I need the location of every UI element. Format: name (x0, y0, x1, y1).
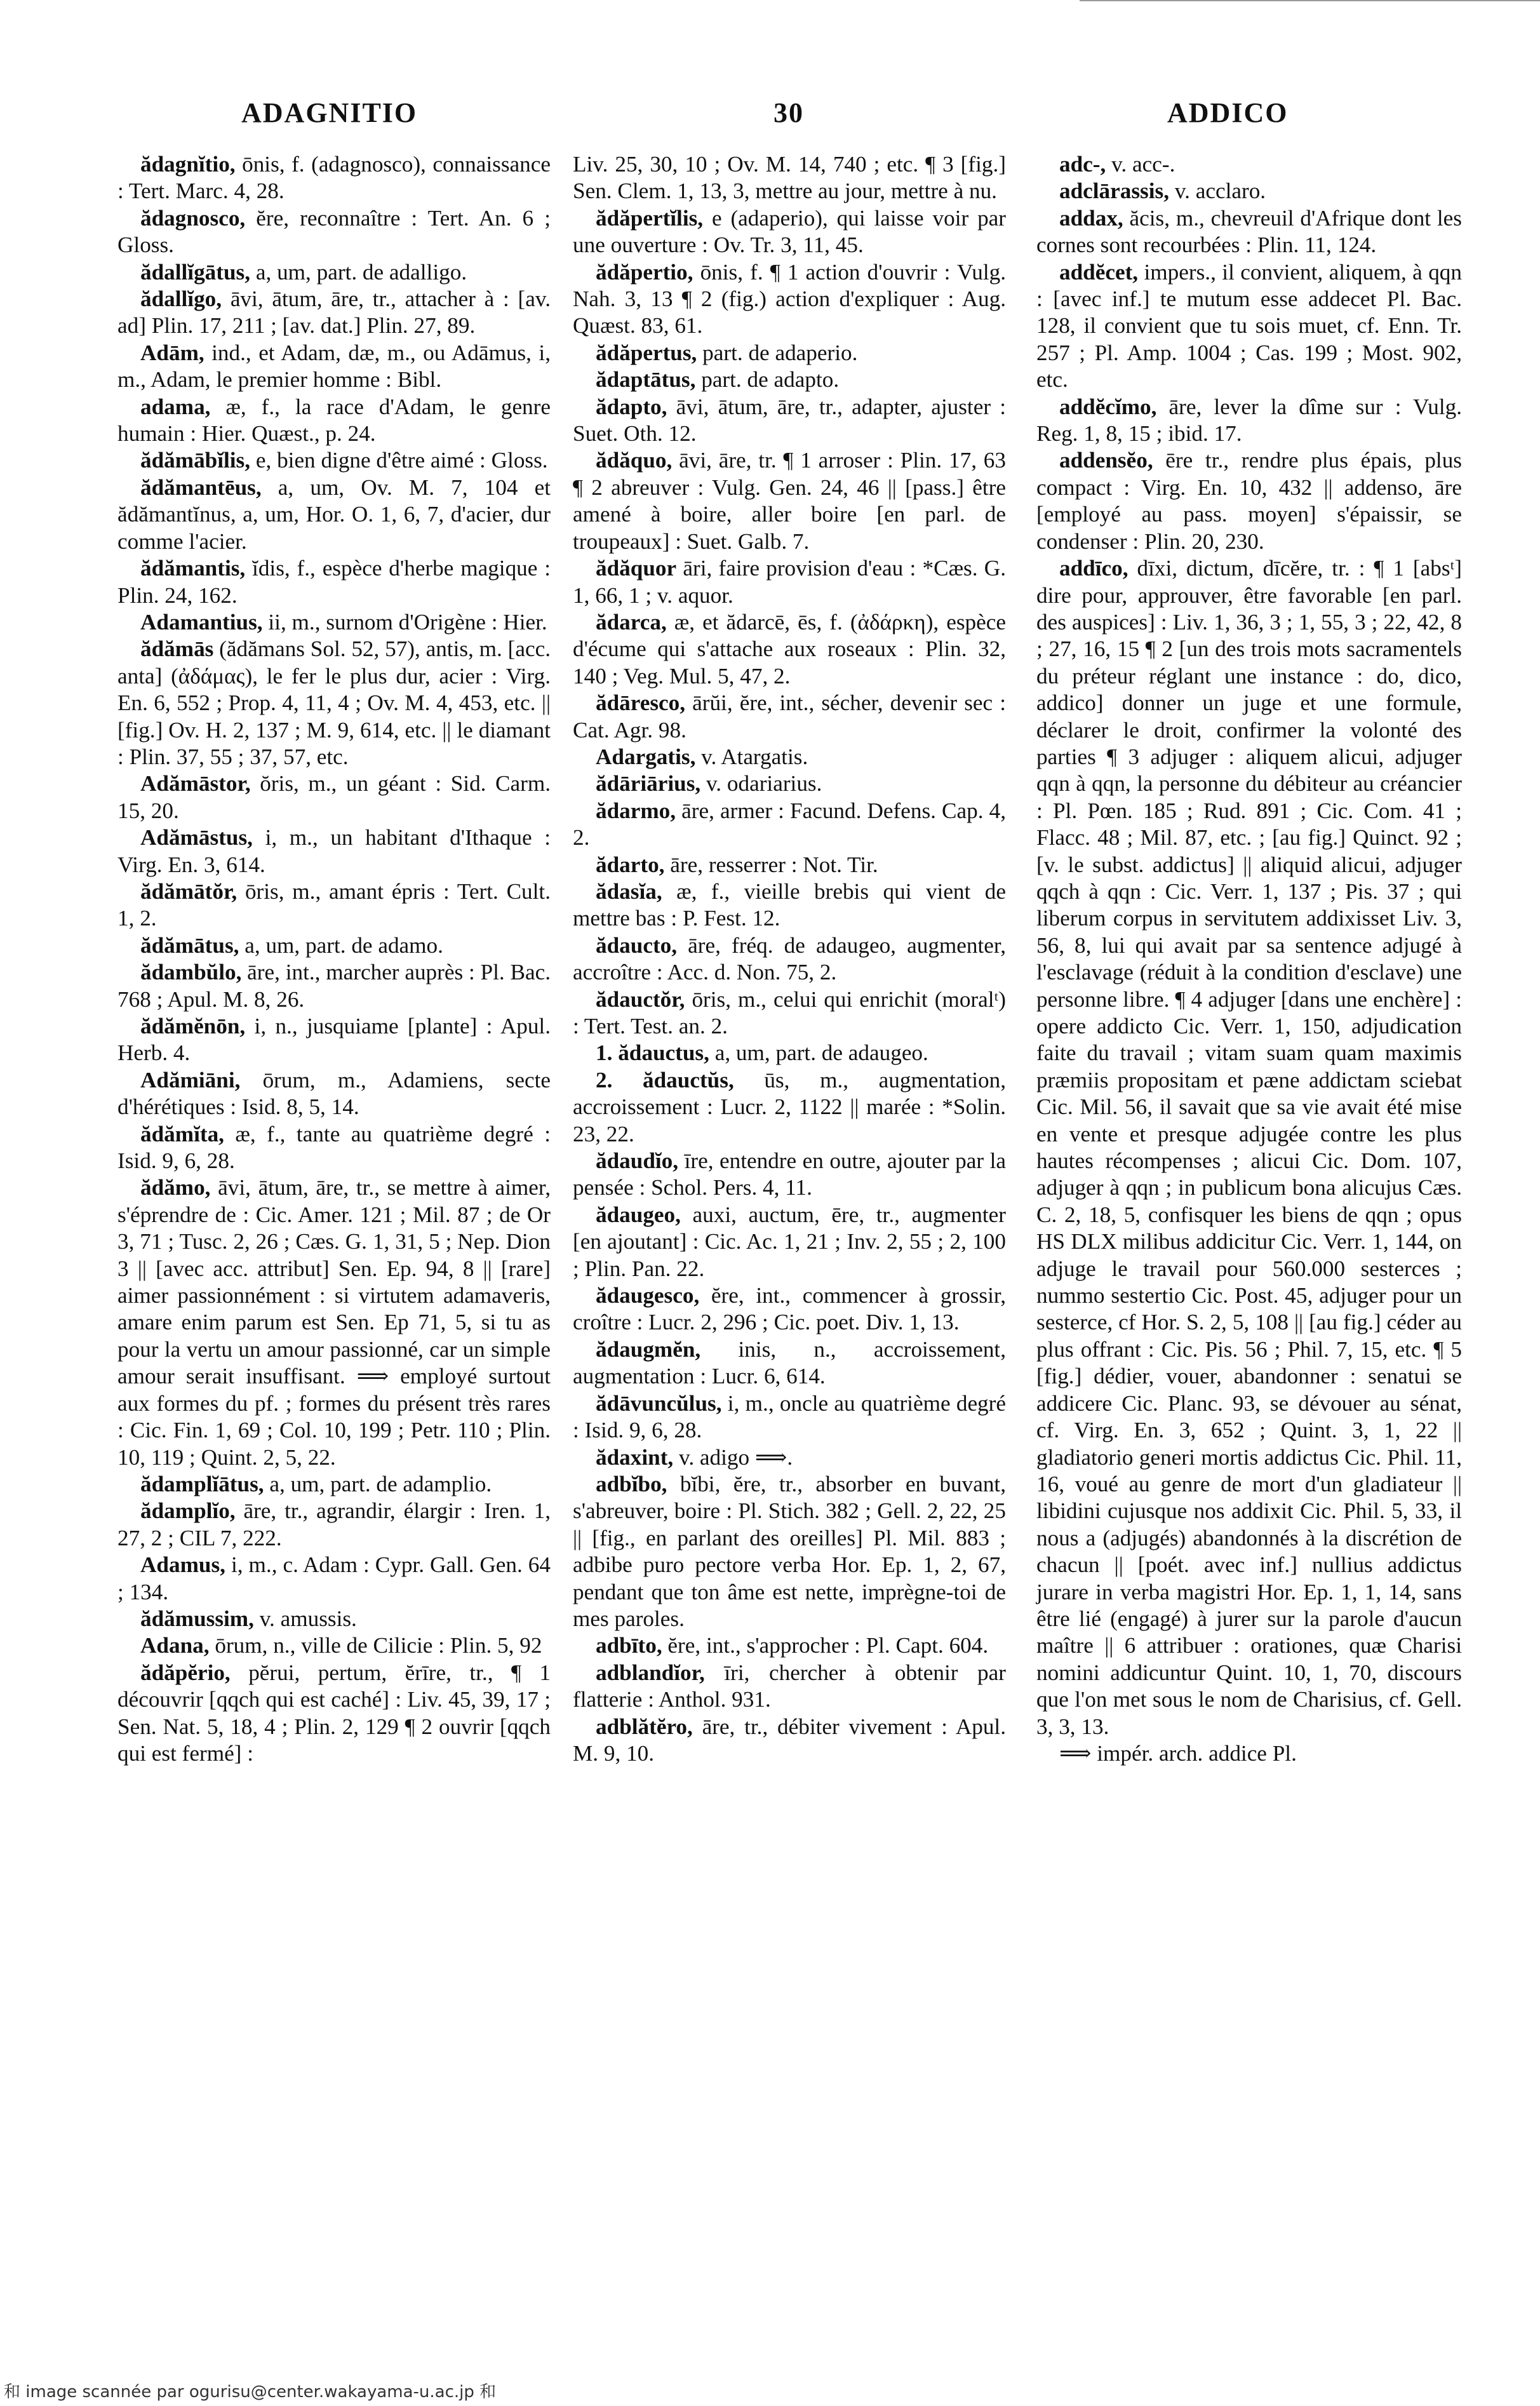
entry-definition: æ, et ădarcē, ēs, f. (ἀδάρκη), espèce d'écume qui s'attache aux roseaux : Plin. 32, 140 ; Veg. Mul. 5, 47, 2. (573, 609, 1006, 689)
entry-headword: ădămātus, (140, 932, 239, 958)
entry-definition: āri, faire provision d'eau : *Cæs. G. 1, 66, 1 ; v. aquor. (573, 556, 1006, 608)
entry-definition: āvi, ātum, āre, tr., attacher à : [av. ad] Plin. 17, 211 ; [av. dat.] Plin. 27, 89. (117, 286, 551, 339)
dictionary-entry (117, 932, 551, 959)
entry-headword: ădallĭgo, (140, 286, 222, 312)
entry-headword: Adamantius, (140, 609, 263, 635)
scan-credit: 和 image scannée par ogurisu@center.wakayama-u.ac.jp 和 (4, 2382, 497, 2402)
dictionary-entry (117, 770, 551, 824)
dictionary-entry (117, 555, 551, 609)
dictionary-entry (573, 1390, 1006, 1444)
entry-definition: ĕre, int., commencer à grossir, croître : Lucr. 2, 296 ; Cic. poet. Div. 1, 13. (573, 1283, 1006, 1335)
entry-definition: i, m., oncle au quatrième degré : Isid. 9, 6, 28. (573, 1390, 1006, 1443)
entry-headword: ădaxint, (596, 1444, 674, 1470)
entry-headword: ădarmo, (596, 798, 676, 823)
entry-headword: ădămātŏr, (140, 878, 238, 904)
entry-definition: āre, lever la dîme sur : Vulg. Reg. 1, 8, 15 ; ibid. 17. (1036, 394, 1462, 447)
dictionary-column-3 (1036, 151, 1462, 1767)
entry-definition: bĭbi, ĕre, tr., absorber en buvant, s'abreuver, boire : Pl. Stich. 382 ; Gell. 2, 22, 25 || [fig., en parlant des oreilles] Pl. Mil. 883 ; adbibe puro pectore verba Hor. Ep. 1, 2, 67, pendant que ton âme est nette, imprègne-toi de mes paroles. (573, 1471, 1006, 1631)
dictionary-entry (573, 770, 1006, 797)
dictionary-entry (573, 1336, 1006, 1390)
entry-definition: ōnis, f. (adagnosco), connaissance : Tert. Marc. 4, 28. (117, 152, 551, 204)
entry-headword: ădambŭlo, (140, 960, 242, 985)
dictionary-entry (573, 932, 1006, 986)
entry-headword: ădăpertus, (596, 340, 697, 365)
entry-headword: addĕcĭmo, (1059, 394, 1157, 419)
entry-definition: ii, m., surnom d'Origène : Hier. (262, 609, 547, 635)
dictionary-column-2 (573, 151, 1006, 1767)
entry-definition: āre, resserrer : Not. Tir. (664, 852, 878, 877)
entry-headword: Adana, (140, 1633, 210, 1658)
dictionary-entry (573, 340, 1006, 366)
dictionary-entry (573, 1202, 1006, 1282)
entry-definition: æ, f., tante au quatrième degré : Isid. 9, 6, 28. (117, 1121, 551, 1174)
entry-definition: ĕre, int., s'approcher : Pl. Capt. 604. (662, 1633, 989, 1658)
entry-definition: i, n., jusquiame [plante] : Apul. Herb. 4. (117, 1014, 551, 1066)
entry-headword: ădāresco, (596, 690, 686, 716)
entry-definition: part. de adapto. (695, 367, 840, 393)
entry-headword: ădamplĭo, (140, 1498, 236, 1524)
dictionary-entry (117, 259, 551, 286)
entry-headword: addax, (1059, 205, 1123, 231)
dictionary-entry (117, 474, 551, 555)
entry-headword: ădămo, (140, 1175, 211, 1200)
entry-definition: ōris, m., amant épris : Tert. Cult. 1, 2. (117, 878, 551, 931)
dictionary-entry (117, 1632, 551, 1659)
entry-headword: ădasĭa, (596, 878, 662, 904)
entry-headword: addensĕo, (1059, 448, 1153, 473)
entry-headword: ădămās (140, 636, 214, 662)
dictionary-entry (573, 555, 1006, 609)
entry-definition: āre, tr., débiter vivement : Apul. M. 9, 10. (573, 1714, 1006, 1766)
dictionary-entry (117, 878, 551, 932)
entry-definition: āre, tr., agrandir, élargir : Iren. 1, 27, 2 ; CIL 7, 222. (117, 1498, 551, 1550)
entry-definition: v. acclaro. (1169, 178, 1266, 204)
entry-definition: æ, f., vieille brebis qui vient de mettre bas : P. Fest. 12. (573, 878, 1006, 931)
dictionary-entry (573, 1632, 1006, 1659)
dictionary-entry (573, 1067, 1006, 1148)
entry-definition: āvi, ātum, āre, tr., adapter, ajuster : Suet. Oth. 12. (573, 394, 1006, 447)
dictionary-entry (1036, 259, 1462, 394)
dictionary-entry (573, 259, 1006, 340)
dictionary-entry (117, 1121, 551, 1175)
entry-definition: āre, armer : Facund. Defens. Cap. 4, 2. (573, 798, 1006, 850)
dictionary-entry (573, 1148, 1006, 1202)
dictionary-entry (117, 340, 551, 394)
entry-headword: ădāriārius, (596, 771, 701, 796)
entry-definition: īri, chercher à obtenir par flatterie : Anthol. 931. (573, 1660, 1006, 1712)
dictionary-entry (573, 690, 1006, 744)
entry-headword: ădămussim, (140, 1606, 254, 1631)
dictionary-entry (573, 1040, 1006, 1066)
entry-headword: adblandĭor, (596, 1660, 705, 1685)
dictionary-entry (573, 878, 1006, 932)
entry-definition: ōris, m., celui qui enrichit (moralᵗ) : Tert. Test. an. 2. (573, 986, 1006, 1038)
entry-headword: ădapto, (596, 394, 667, 419)
entry-definition: a, um, Ov. M. 7, 104 et ădămantĭnus, a, um, Hor. O. 1, 6, 7, d'acier, dur comme l'acier. (117, 474, 551, 554)
dictionary-entry (573, 1282, 1006, 1336)
entry-definition: a, um, part. de adalligo. (250, 259, 467, 285)
entry-definition: ⟹ impér. arch. addice Pl. (1059, 1740, 1297, 1766)
entry-definition: īre, entendre en outre, ajouter par la pensée : Schol. Pers. 4, 11. (573, 1148, 1006, 1200)
dictionary-entry (573, 205, 1006, 259)
entry-headword: addĕcet, (1059, 259, 1139, 285)
dictionary-entry (117, 609, 551, 636)
entry-headword: adblătĕro, (596, 1714, 693, 1739)
top-rule (1080, 0, 1540, 1)
dictionary-entry (573, 609, 1006, 690)
dictionary-entry (117, 1552, 551, 1606)
running-head-right: ADDICO (1167, 97, 1289, 128)
entry-definition: ōrum, n., ville de Cilicie : Plin. 5, 92 (209, 1633, 542, 1658)
dictionary-entry (573, 1660, 1006, 1714)
entry-headword: ădămĭta, (140, 1121, 224, 1146)
dictionary-entry (573, 986, 1006, 1040)
entry-definition: āre, fréq. de adaugeo, augmenter, accroître : Acc. d. Non. 75, 2. (573, 932, 1006, 985)
entry-headword: Adām, (140, 340, 204, 365)
dictionary-entry (117, 1498, 551, 1552)
entry-definition: v. Atargatis. (695, 744, 808, 769)
entry-headword: 2. ădauctŭs, (596, 1067, 734, 1092)
dictionary-entry (573, 394, 1006, 448)
entry-definition: ăcis, m., chevreuil d'Afrique dont les cornes sont recourbées : Plin. 11, 124. (1036, 205, 1462, 258)
entry-headword: ădămantis, (140, 556, 246, 581)
page-header (0, 97, 1540, 141)
entry-headword: ădallĭgātus, (140, 259, 251, 285)
entry-headword: 1. ădauctus, (596, 1040, 709, 1066)
entry-headword: adc-, (1059, 152, 1106, 177)
entry-definition: dīxi, dictum, dīcĕre, tr. : ¶ 1 [absᵗ] dire pour, approuver, être favorable [en parl. des auspices] : Liv. 1, 36, 3 ; 1, 55, 3 ; 22, 42, 8 ; 27, 16, 15 ¶ 2 [un des trois mots sacramentels du préteur réglant une instance : do, dico, addico] donner un juge et une formule, déclarer le droit, confirmer la volonté des parties ¶ 3 adjuger : aliquem alicui, adjuger qqn à qqn, la personne du débiteur au créancier : Pl. Pœn. 185 ; Rud. 891 ; Cic. Com. 41 ; Flacc. 48 ; Mil. 87, etc. ; [au fig.] Quinct. 92 ; [v. le subst. addictus] || aliquid alicui, adjuger qqch à qqn : Cic. Verr. 1, 137 ; Pis. 37 ; qui liberum corpus in servitutem addixisset Liv. 3, 56, 8, lui qui avait par sa sentence adjugé à l'esclavage (réduit à la condition d'esclave) une personne libre. ¶ 4 adjuger [dans une enchère] : opere addicto Cic. Verr. 1, 150, adjudication faite du travail ; vitam suam quam maximis præmiis propositam et pæne addictam sciebat Cic. Mil. 56, il savait que sa vie avait été mise en vente et presque adjugée contre les plus hautes récompenses ; alicui Cic. Dom. 107, adjuger à qqn ; in publicum bona alicujus Cæs. C. 2, 18, 5, confisquer les biens de qqn ; opus HS DLX milibus addicitur Cic. Verr. 1, 144, on adjuge le travail pour 560.000 sesterces ; nummo sestertio Cic. Post. 45, adjuger pour un sesterce, cf Hor. S. 2, 5, 108 || [au fig.] céder au plus offrant : Cic. Pis. 56 ; Phil. 7, 15, etc. ¶ 5 [fig.] dédier, vouer, abandonner : senatui se addicere Cic. Planc. 93, se dévouer au sénat, cf. Virg. En. 3, 652 ; Quint. 3, 1, 22 || gladiatorio generi mortis addictus Cic. Phil. 11, 16, voué au genre de mort d'un gladiateur || libidini cujusque nos addixit Cic. Phil. 5, 33, il nous a (adjugés) abandonnés à la discrétion de chacun || [poét. avec inf.] nullius addictus jurare in verba magistri Hor. Ep. 1, 1, 14, sans être lié (engagé) à jurer sur la parole d'aucun maître || 6 attribuer : orationes, quæ Charisi nomini addicuntur Quint. 10, 1, 70, discours que l'on met sous le nom de Charisius, cf. Gell. 3, 3, 13. (1036, 556, 1462, 1739)
entry-headword: adama, (140, 394, 211, 419)
dictionary-entry (117, 1067, 551, 1121)
entry-headword: ădamplĭātus, (140, 1471, 264, 1496)
entry-definition: ĕre, reconnaître : Tert. An. 6 ; Gloss. (117, 205, 551, 258)
entry-definition: ūs, m., augmentation, accroissement : Lucr. 2, 1122 || marée : *Solin. 23, 22. (573, 1067, 1006, 1146)
entry-definition: i, m., un habitant d'Ithaque : Virg. En. 3, 614. (117, 825, 551, 877)
entry-definition: Liv. 25, 30, 10 ; Ov. M. 14, 740 ; etc. ¶ 3 [fig.] Sen. Clem. 1, 13, 3, mettre au jour, mettre à nu. (573, 152, 1006, 204)
entry-headword: ădaugesco, (596, 1283, 700, 1308)
entry-headword: ădămantēus, (140, 474, 262, 500)
dictionary-entry (117, 447, 551, 474)
page-number: 30 (773, 97, 804, 128)
entry-definition: āvi, āre, tr. ¶ 1 arroser : Plin. 17, 63 ¶ 2 abreuver : Vulg. Gen. 24, 46 || [pass.] être amené à boire, aller boire [en parl. de troupeaux] : Suet. Galb. 7. (573, 448, 1006, 554)
entry-headword: ădarto, (596, 852, 665, 877)
entry-headword: ădămĕnōn, (140, 1014, 246, 1038)
entry-definition: part. de adaperio. (697, 340, 858, 365)
entry-definition: ōrum, m., Adamiens, secte d'hérétiques : Isid. 8, 5, 14. (117, 1067, 551, 1120)
dictionary-entry (117, 394, 551, 448)
dictionary-entry (573, 1471, 1006, 1632)
dictionary-entry (573, 151, 1006, 205)
entry-headword: ădagnosco, (140, 205, 246, 231)
dictionary-entry (1036, 394, 1462, 448)
entry-headword: ădăpertĭlis, (596, 205, 704, 231)
entry-headword: Adămāstor, (140, 771, 251, 796)
entry-headword: ădăquor (596, 556, 677, 581)
dictionary-entry (573, 1444, 1006, 1471)
entry-definition: ēre tr., rendre plus épais, plus compact : Virg. En. 10, 432 || addenso, āre [employé au pass. moyen] s'épaissir, se condenser : Plin. 20, 230. (1036, 448, 1462, 554)
entry-definition: āre, int., marcher auprès : Pl. Bac. 768 ; Apul. M. 8, 26. (117, 960, 551, 1012)
dictionary-column-1 (117, 151, 551, 1767)
dictionary-entry (573, 366, 1006, 393)
dictionary-entry (117, 1174, 551, 1470)
dictionary-entry (573, 852, 1006, 878)
entry-definition: inis, n., accroissement, augmentation : Lucr. 6, 614. (573, 1336, 1006, 1389)
dictionary-entry (117, 205, 551, 259)
entry-headword: Adămāstus, (140, 825, 253, 850)
dictionary-entry (1036, 1740, 1462, 1767)
dictionary-entry (117, 636, 551, 770)
entry-headword: ădaucto, (596, 932, 678, 958)
entry-definition: pĕrui, pertum, ĕrīre, tr., ¶ 1 découvrir [qqch qui est caché] : Liv. 45, 39, 17 ; Sen. Nat. 5, 18, 4 ; Plin. 2, 129 ¶ 2 ouvrir [qqch qui est fermé] : (117, 1660, 551, 1766)
entry-headword: ădăquo, (596, 448, 673, 473)
entry-definition: ĭdis, f., espèce d'herbe magique : Plin. 24, 162. (117, 556, 551, 608)
entry-definition: a, um, part. de adamo. (239, 932, 443, 958)
entry-headword: ădaudĭo, (596, 1148, 679, 1174)
dictionary-entry (1036, 447, 1462, 555)
dictionary-entry (1036, 555, 1462, 1740)
entry-headword: Adamus, (140, 1552, 225, 1578)
entry-headword: ădāvuncŭlus, (596, 1390, 722, 1416)
entry-definition: (ădămans Sol. 52, 57), antis, m. [acc. anta] (ἀδάμας), le fer le plus dur, acier : Virg. En. 6, 552 ; Prop. 4, 11, 4 ; Ov. M. 4, 453, etc. || [fig.] Ov. H. 2, 137 ; M. 9, 614, etc. || le diamant : Plin. 37, 55 ; 37, 57, etc. (117, 636, 551, 769)
entry-definition: āvi, ātum, āre, tr., se mettre à aimer, s'éprendre de : Cic. Amer. 121 ; Mil. 87 ; de Or 3, 71 ; Tusc. 2, 26 ; Cæs. G. 1, 31, 5 ; Nep. Dion 3 || [avec acc. attribut] Sen. Ep. 94, 8 || [rare] aimer passionnément : si virtutem adamaveris, amare enim parum est Sen. Ep 71, 5, si tu as pour la vertu un amour passionné, car un simple amour serait insuffisant. ⟹ employé surtout aux formes du pf. ; formes du présent très rares : Cic. Fin. 1, 69 ; Col. 10, 199 ; Petr. 110 ; Plin. 10, 119 ; Quint. 2, 5, 22. (117, 1175, 551, 1470)
entry-headword: ădarca, (596, 609, 667, 635)
entry-definition: ōnis, f. ¶ 1 action d'ouvrir : Vulg. Nah. 3, 13 ¶ 2 (fig.) action d'expliquer : Aug. Quæst. 83, 61. (573, 259, 1006, 339)
entry-headword: ădauctŏr, (596, 986, 685, 1012)
entry-headword: ădaugeo, (596, 1202, 681, 1227)
entry-headword: Adargatis, (596, 744, 696, 769)
entry-definition: ārŭi, ĕre, int., sécher, devenir sec : Cat. Agr. 98. (573, 690, 1006, 743)
entry-headword: ădămābĭlis, (140, 448, 251, 473)
entry-definition: v. adigo ⟹. (673, 1444, 793, 1470)
entry-headword: ădăpĕrio, (140, 1660, 231, 1685)
entry-headword: ădăpertio, (596, 259, 693, 285)
dictionary-entry (117, 959, 551, 1013)
dictionary-entry (573, 447, 1006, 555)
entry-definition: a, um, part. de adaugeo. (709, 1040, 928, 1066)
entry-definition: æ, f., la race d'Adam, le genre humain : Hier. Quæst., p. 24. (117, 394, 551, 447)
dictionary-entry (1036, 151, 1462, 178)
entry-definition: v. odariarius. (700, 771, 822, 796)
entry-headword: adbīto, (596, 1633, 662, 1658)
entry-definition: e, bien digne d'être aimé : Gloss. (250, 448, 548, 473)
entry-definition: v. acc-. (1106, 152, 1175, 177)
dictionary-entry (117, 1660, 551, 1768)
entry-definition: a, um, part. de adamplio. (264, 1471, 492, 1496)
dictionary-entry (117, 286, 551, 340)
dictionary-entry (117, 1013, 551, 1067)
entry-headword: adclārassis, (1059, 178, 1170, 204)
entry-definition: ind., et Adam, dæ, m., ou Adāmus, i, m., Adam, le premier homme : Bibl. (117, 340, 551, 393)
entry-headword: ădagnĭtio, (140, 152, 236, 177)
entry-definition: auxi, auctum, ēre, tr., augmenter [en ajoutant] : Cic. Ac. 1, 21 ; Inv. 2, 55 ; 2, 100 ; Plin. Pan. 22. (573, 1202, 1006, 1281)
dictionary-entry (1036, 178, 1462, 205)
entry-headword: ădaptātus, (596, 367, 696, 393)
dictionary-entry (573, 744, 1006, 770)
entry-definition: i, m., c. Adam : Cypr. Gall. Gen. 64 ; 134. (117, 1552, 551, 1604)
entry-definition: v. amussis. (253, 1606, 357, 1631)
dictionary-entry (117, 1471, 551, 1498)
dictionary-entry (573, 798, 1006, 852)
running-head-left: ADAGNITIO (241, 97, 418, 128)
dictionary-entry (117, 824, 551, 878)
entry-headword: ădaugmĕn, (596, 1336, 701, 1362)
dictionary-entry (117, 151, 551, 205)
entry-headword: addīco, (1059, 556, 1128, 581)
dictionary-entry (573, 1714, 1006, 1768)
entry-definition: e (adaperio), qui laisse voir par une ouverture : Ov. Tr. 3, 11, 45. (573, 205, 1006, 258)
dictionary-entry (1036, 205, 1462, 259)
entry-headword: Adămiāni, (140, 1067, 241, 1092)
entry-definition: impers., il convient, aliquem, à qqn : [avec inf.] te mutum esse addecet Pl. Bac. 128, il convient que tu sois muet, cf. Enn. Tr. 257 ; Pl. Amp. 1004 ; Cas. 199 ; Most. 902, etc. (1036, 259, 1462, 393)
entry-definition: ŏris, m., un géant : Sid. Carm. 15, 20. (117, 771, 551, 823)
dictionary-entry (117, 1606, 551, 1632)
entry-headword: adbĭbo, (596, 1471, 667, 1496)
